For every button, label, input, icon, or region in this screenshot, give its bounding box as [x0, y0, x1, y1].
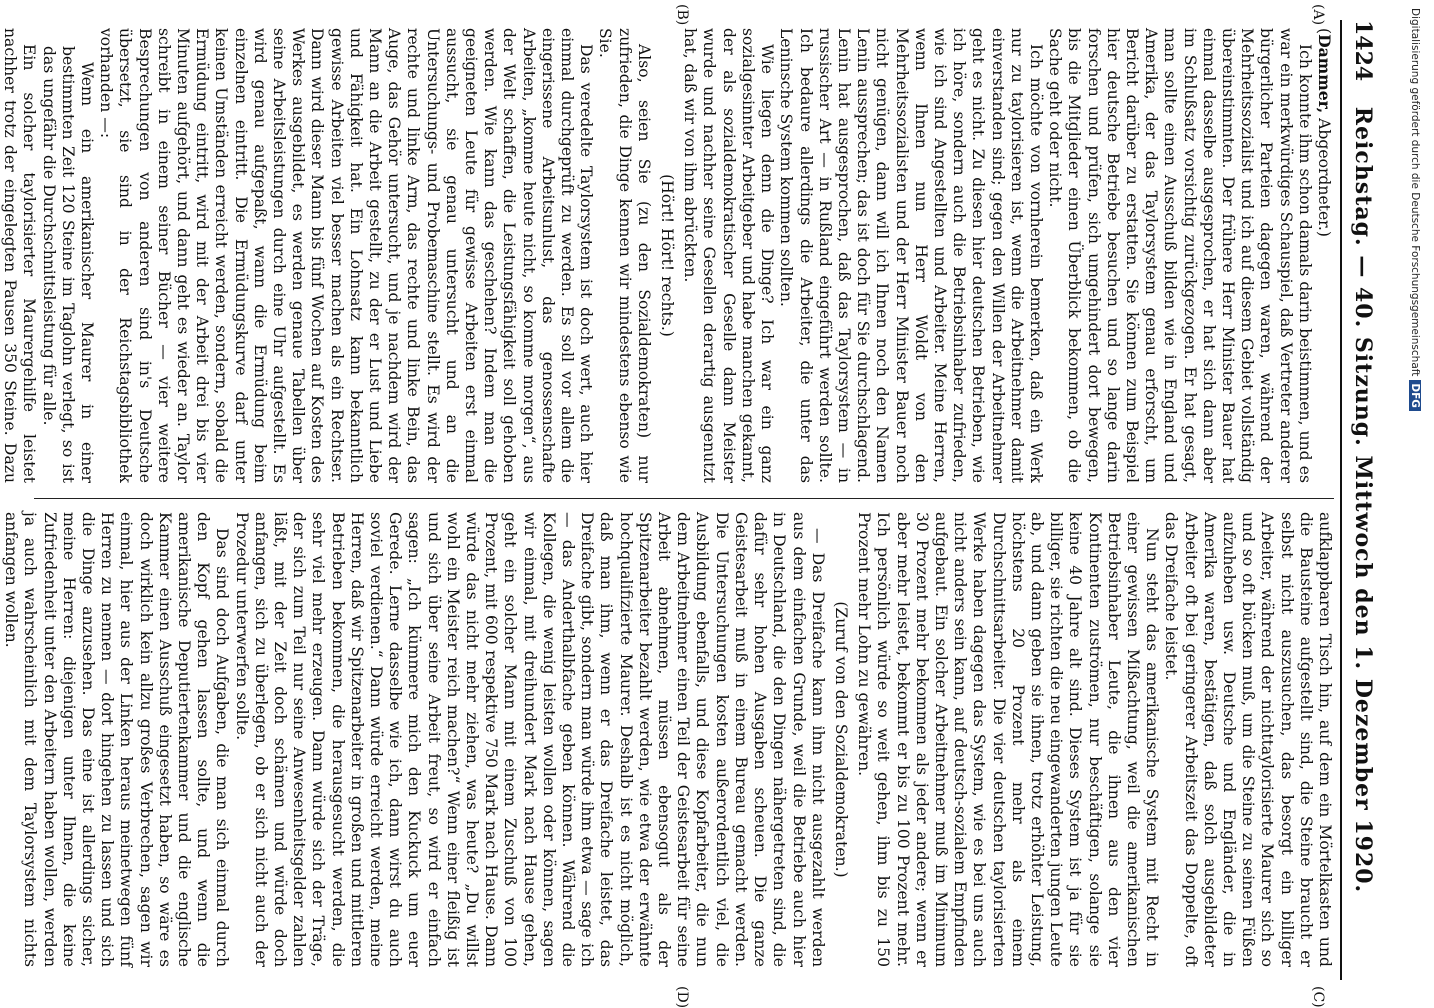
- dfg-logo: DFG: [1409, 380, 1421, 411]
- paragraph: Ich konnte ihm schon damals darin beistimmen, und es war ein merkwürdiges Schauspiel, daß Vertreter anderer bürgerlicher Parteien dagegen waren, während der Mehrheitssozialist und ich auf diesem Gebiet vollständig übereinstimmten. Der frühere Herr Minister Bauer hat einmal dasselbe ausgesprochen, er hat sich dann aber im Schlußsatz vorsichtig zurückgezogen. Er hat gesagt, man sollte einen Ausschuß bilden wie in England und Amerika, der das Taylorsystem genau erforscht, um Bericht darüber zu erstatten. Sie können zum Beispiel hier deutsche Betriebe besuchen und so lange darin forschen und prüfen, sich umgehindert dort bewegen, bis die Mitglieder einen Überblick bekommen, ob die Sache geht oder nicht.: [1046, 28, 1314, 483]
- paragraph: Nun steht das amerikanische System mit Recht in einer gewissen Mißachtung, weil die amerikanischen Betriebsinhaber Leute, die ihnen aus den vier Kontinenten zuströmen, nur beschäftigen, solange sie keine 40 Jahre alt sind. Dieses System ist ja für sie billiger, sie richten die neu eingewanderten jungen Leute ab, und dann geben sie ihnen, trotz erhöhter Leistung, höchstens 20 Prozent mehr als einem Durchschnittsarbeiter. Die vier deutschen taylorisierten Werke haben dagegen das System, wie es bei uns auch nicht anders sein kann, auf deutsch-sozialem Empfinden aufgebaut. Ein solcher Arbeitnehmer muß im Minimum 30 Prozent mehr bekommen als jeder andere; wenn er aber mehr leistet, bekommt er bis zu 100 Prozent mehr. Ich persönlich würde so weit gehen, ihm bis zu 150 Prozent mehr Lohn zu gewähren.: [855, 512, 1162, 967]
- paragraph: Ein solcher taylorisierter Maurergehilfe leistet nachher trotz der eingelegten Pausen 350 Steine. Dazu: [1, 28, 39, 483]
- margin-marker-a: (A): [1310, 4, 1326, 26]
- margin-marker-b: (B): [674, 4, 690, 26]
- paragraph: Wie liegen denn die Dinge? Ich war ein ganz sozialgesinnter Arbeitgeber und habe manchen gekannt, der als sozialdemokratischer Geselle dann Meister wurde und nachher seine Gesellen derartig ausgenutzt hat, daß wir von ihm abrückten.: [681, 28, 777, 483]
- paragraph: Ich möchte von vornherein bemerken, daß ein Werk nur zu taylorisieren ist, wenn die Arbeitnehmer damit einverstanden sind; gegen den Willen der Arbeitnehmer geht es nicht. Zu diesen hier deutschen Betrieben, wie ich höre, sondern auch die Betriebsinhaber zufrieden, wie ich sind Angestellten und Arbeiter. Meine Herren, wenn Ihnen nun Herr Woldt von den Mehrheitssozialisten und der Herr Minister Bauer noch nicht genügen, dann will ich Ihnen noch den Namen Lenin aussprechen; das ist doch für Sie durchschlagend. Lenin hat ausgesprochen, daß das Taylorsystem — in russischer Art — in Rußland eingeführt werden sollte. Ich bedaure allerdings die Arbeiter, die unter das Leninsche System kommen sollten.: [777, 28, 1045, 483]
- paragraph: Also, seien Sie (zu den Sozialdemokraten) nur zufrieden, die Dinge kennen wir mindestens ebenso wie Sie.: [596, 28, 653, 483]
- running-title: Reichstag. — 40. Sitzung. Mittwoch den 1. Dezember 1920.: [1350, 106, 1376, 894]
- digitization-text: Digitalisierung gefördert durch die Deutsche Forschungsgemeinschaft: [1409, 8, 1421, 377]
- right-column: [2, 512, 1334, 967]
- column-divider: [34, 498, 1334, 499]
- paragraph: aufklappbaren Tisch hin, auf dem ein Mörtelkasten und die Bausteine aufgestellt sind, die Steine braucht er selbst nicht auszusuchen, das besorgt ein billiger Arbeiter, während der nichttaylorisierte Maurer sich so und so oft bücken muß, um die Steine zu seinen Füßen aufzuheben usw. Deutsche und Engländer, die in Amerika waren, bestätigen, daß solch ausgebildeter Arbeiter oft bei geringerer Arbeitszeit das Doppelte, oft das Dreifache leistet.: [1162, 512, 1334, 967]
- digitization-note: [1407, 8, 1421, 768]
- speaker-name: Dammer,: [1315, 34, 1334, 114]
- page-number: 1424: [1350, 20, 1376, 82]
- document-page: [1, 0, 1390, 1008]
- interjection: (Zuruf von den Sozialdemokraten.): [831, 601, 850, 878]
- left-column: (Dammer, Abgeordneter.) Ich konnte ihm schon damals darin beistimmen, und es war ein merkwürdiges Schauspiel, daß Vertreter anderer bürgerlicher Parteien dagegen waren, während der Mehrheitssozialist und ich auf diesem Gebiet vollständig übereinstimmten. Der frühere Herr Minister Bauer hat einmal dasselbe ausgesprochen, er hat sich dann aber im Schlußsatz vorsichtig zurückgezogen. Er hat gesagt, man sollte einen Ausschuß bilden wie in England und Amerika, der das Taylorsystem genau erforscht, um Bericht darüber zu erstatten. Sie können zum Beispiel hier deutsche Betriebe besuchen und so lange darin forschen und prüfen, sich umgehindert dort bewegen, bis die Mitglieder einen Überblick bekommen, ob die Sache geht oder nicht. Ich möchte von vornherein bemerken, daß ein Werk nur zu taylorisieren ist, wenn die Arbeitnehmer damit einverstanden sind; gegen den Willen der Arbeitnehmer geht es nicht. Zu diesen hier deutschen Betrieben, wie ich höre, sondern auch die Betriebsinhaber zufrieden, wie ich sind Angestellten und Arbeiter. Meine Herren, wenn Ihnen nun Herr Woldt von den Mehrheitssozialisten und der Herr Minister Bauer noch nicht genügen, dann will ich Ihnen noch den Namen Lenin aussprechen; das ist doch für Sie durchschlagend. Lenin hat ausgesprochen, daß das Taylorsystem — in russischer Art — in Rußland eingeführt werden sollte. Ich bedaure allerdings die Arbeiter, die unter das Leninsche System kommen sollten. Wie liegen denn die Dinge? Ich war ein ganz sozialgesinnter Arbeitgeber und habe manchen gekannt, der als sozialdemokratischer Geselle dann Meister wurde und nachher seine Gesellen derartig ausgenutzt hat, daß wir von ihm abrückten. (Hört! Hört! rechts.) Also, seien Sie (zu den Sozialdemokraten) nur zufrieden, die Dinge kennen wir mindestens ebenso wie Sie. Das veredelte Taylorsystem ist doch wert, auch hier einmal durchgeprüft zu werden. Es soll vor allem die eingerissene Arbeitsunlust, das genossenschafte Arbeiten, „komme heute nicht, so komme morgen“, aus der Welt schaffen, die Leistungsfähigkeit soll gehoben werden. Wie kann das geschehen? Indem man die geeigneten Leute für gewisse Arbeiten erst einmal aussucht, sie genau untersucht und an die Untersuchungs- und Probemaschine stellt. Es wird der rechte und linke Arm, das rechte und linke Bein, das Auge, das Gehör untersucht, und je nachdem wird der Mann an die Arbeit gestellt, zu der er Lust und Liebe und Fähigkeit hat. Ein Lohnsatz kann bekanntlich gewisse Arbeiten viel besser machen als ein Rechtser. Dann wird dieser Mann bis fünf Wochen auf Kosten des Werkes ausgebildet, es werden genaue Tabellen über seine Arbeitsleistungen durch eine Uhr aufgestellt. Es wird genau aufgepaßt, wann die Ermüdung beim einzelnen eintritt. Die Ermüdungskurve darf unter keinen Umständen erreicht werden, sondern, sobald die Ermüdung eintritt, wird mit der Arbeit drei bis vier Minuten aufgehört, und dann geht es wieder an. Taylor schreibt in einem seiner Bücher — vier weitere Besprechungen von anderen sind in's Deutsche übersetzt, sie sind in der Reichstagsbibliothek vorhanden —: Wenn ein amerikanischer Maurer in einer bestimmten Zeit 120 Steine im Taglohn verlegt, so ist das ungefähr die Durchschnittsleistung für alle. Ein solcher taylorisierter Maurergehilfe leistet nachher trotz der eingelegten Pausen 350 Steine. Dazu: [34, 28, 1334, 483]
- paragraph: Das sind doch Aufgaben, die man sich einmal durch den Kopf gehen lassen sollte, und wenn die amerikanische Deputiertenkammer und die englische Kammer einen Ausschuß eingesetzt haben, so wäre es doch wirklich kein allzu großes Verbrechen, sagen wir einmal, hier aus der Linken heraus meinetwegen fünf Herren zu nennen — dort hingehen zu lassen und sich die Dinge anzusehen. Das eine ist allerdings sicher, meine Herren: diejenigen unter Ihnen, die keine Zufriedenheit unter den Arbeitern haben wollen, werden ja auch wahrscheinlich mit dem Taylorsystem nichts anfangen wollen.: [2, 512, 232, 967]
- speaker-role: Abgeordneter.): [1315, 118, 1333, 237]
- margin-marker-c: (C): [1310, 986, 1326, 1008]
- page-header: [1340, 20, 1382, 980]
- margin-marker-d: (D): [674, 986, 690, 1008]
- interjection: (Hört! Hört! rechts.): [658, 174, 677, 337]
- paragraph: — Das Dreifache kann ihm nicht ausgezahlt werden aus dem einfachen Grunde, weil die Betriebe auch hier in Deutschland, die den Dingen nähergetreten sind, die dafür sehr hohen Ausgaben scheuen. Die ganze Geistesarbeit muß in einem Bureau gemacht werden. Die Untersuchungen kosten außerordentlich viel, die Ausbildung ebenfalls, und diese Kopfarbeiter, die nun dem Arbeitnehmer einen Teil der Geistesarbeit für seine Arbeit abnehmen, müssen ebensogut als der Spitzenarbeiter bezahlt werden, wie etwa der erwähnte hochqualifizierte Maurer. Deshalb ist es nicht möglich, daß man ihm, wenn er das Dreifache leistet, das Dreifache gibt, sondern man würde ihm etwa — sage ich — das Anderthalbfache geben können. Während die Kollegen, die wenig leisten wollen oder können, sagen wir einmal, mit dreihundert Mark nach Hause gehen, geht ein solcher Mann mit einem Zuschuß von 100 Prozent, mit 600 respektive 750 Mark nach Hause. Dann würde das nicht mehr ziehen, was heute? „Du willst wohl ein Meister reich machen?“ Wenn einer fleißig ist und sich über seine Arbeit freut, so wird er einfach sagen: „Ich kümmere mich den Kuckuck um euer Gerede. Lerne dasselbe wie ich, dann wirst du auch soviel verdienen.“ Dann würde erreicht werden, meine Herren, daß wir Spitzenarbeiter in großen und mittleren Betrieben bekommen, die herausgesucht werden, die sehr viel mehr erzeugen. Dann würde sich der Träge, der sich zum Teil nur seine Anwesenheitsgelder zahlen läßt, mit der Zeit doch schämen und würde doch anfangen, sich zu überlegen, ob er sich nicht auch der Prozedur unterwerfen sollte.: [232, 512, 827, 967]
- block-quote: Wenn ein amerikanischer Maurer in einer bestimmten Zeit 120 Steine im Taglohn verlegt, so ist das ungefähr die Durchschnittsleistung für alle.: [39, 46, 96, 483]
- paragraph: Das veredelte Taylorsystem ist doch wert, auch hier einmal durchgeprüft zu werden. Es soll vor allem die eingerissene Arbeitsunlust, das genossenschafte Arbeiten, „komme heute nicht, so komme morgen“, aus der Welt schaffen, die Leistungsfähigkeit soll gehoben werden. Wie kann das geschehen? Indem man die geeigneten Leute für gewisse Arbeiten erst einmal aussucht, sie genau untersucht und an die Untersuchungs- und Probemaschine stellt. Es wird der rechte und linke Arm, das rechte und linke Bein, das Auge, das Gehör untersucht, und je nachdem wird der Mann an die Arbeit gestellt, zu der er Lust und Liebe und Fähigkeit hat. Ein Lohnsatz kann bekanntlich gewisse Arbeiten viel besser machen als ein Rechtser. Dann wird dieser Mann bis fünf Wochen auf Kosten des Werkes ausgebildet, es werden genaue Tabellen über seine Arbeitsleistungen durch eine Uhr aufgestellt. Es wird genau aufgepaßt, wann die Ermüdung beim einzelnen eintritt. Die Ermüdungskurve darf unter keinen Umständen erreicht werden, sondern, sobald die Ermüdung eintritt, wird mit der Arbeit drei bis vier Minuten aufgehört, und dann geht es wieder an. Taylor schreibt in einem seiner Bücher — vier weitere Besprechungen von anderen sind in's Deutsche übersetzt, sie sind in der Reichstagsbibliothek vorhanden —:: [97, 28, 596, 483]
